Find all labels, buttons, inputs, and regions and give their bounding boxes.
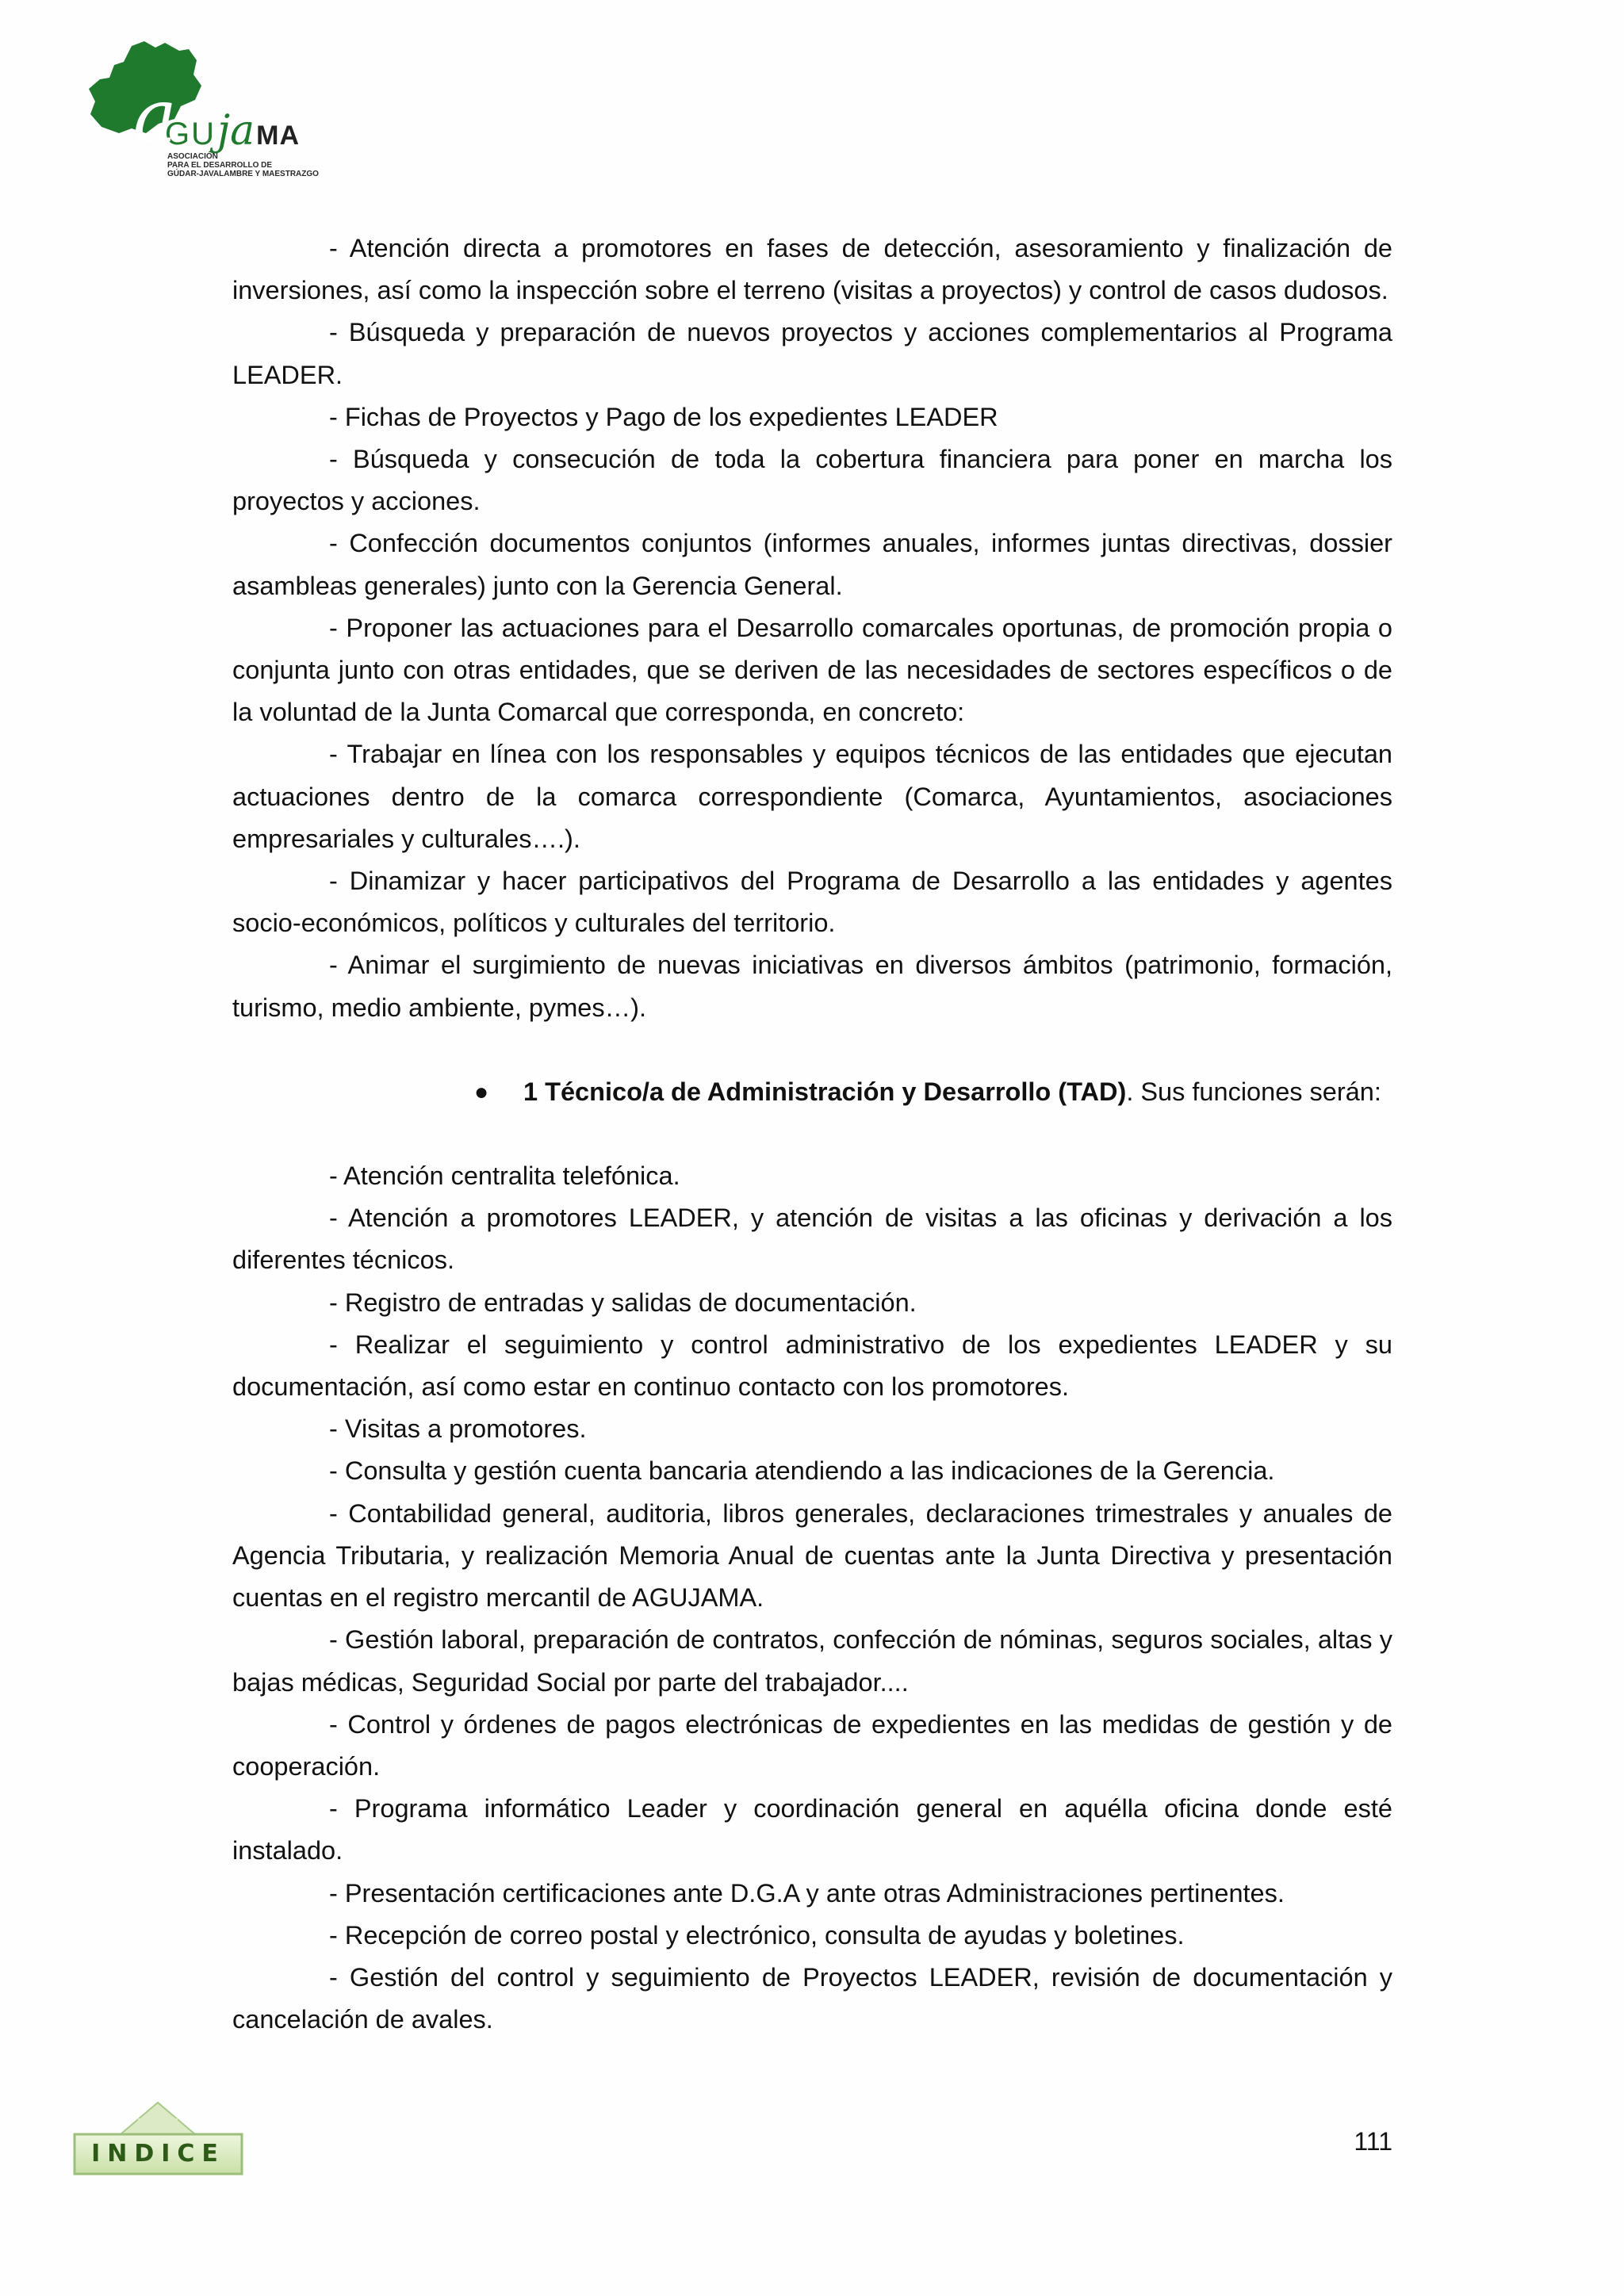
logo-letters-ma: MA: [256, 121, 301, 151]
paragraph: - Presentación certificaciones ante D.G.A y ante otras Administraciones pertinentes.: [329, 1878, 1285, 1908]
paragraph: - Búsqueda y preparación de nuevos proyectos y acciones complementarios al Programa LEADER.: [232, 318, 1392, 389]
index-button-label: INDICE: [91, 2140, 225, 2168]
logo-letter-a: a: [133, 74, 177, 159]
logo-subtitle: [167, 152, 342, 178]
paragraph: - Animar el surgimiento de nuevas iniciativas en diversos ámbitos (patrimonio, formación, turismo, medio ambiente, pymes…).: [232, 951, 1392, 1022]
spacer: [232, 1113, 1392, 1155]
paragraph: - Registro de entradas y salidas de documentación.: [329, 1288, 917, 1317]
paragraph: - Programa informático Leader y coordinación general en aquélla oficina donde esté instalado.: [232, 1794, 1392, 1866]
paragraph: - Fichas de Proyectos y Pago de los expedientes LEADER: [329, 402, 998, 431]
logo-letters-ja: ja: [217, 107, 255, 155]
paragraph: - Atención centralita telefónica.: [329, 1161, 680, 1191]
paragraph: - Realizar el seguimiento y control administrativo de los expedientes LEADER y su documentación, así como estar en continuo contacto con los promotores.: [232, 1330, 1392, 1402]
paragraph: - Atención a promotores LEADER, y atención de visitas a las oficinas y derivación a los diferentes técnicos.: [232, 1203, 1392, 1275]
bullet-rest-text: . Sus funciones serán:: [1126, 1077, 1381, 1106]
logo-subtitle-line: PARA EL DESARROLLO DE: [167, 161, 273, 170]
paragraph: - Dinamizar y hacer participativos del Programa de Desarrollo a las entidades y agentes socio-económicos, políticos y culturales del territorio.: [232, 867, 1392, 938]
page-number: 111: [1354, 2127, 1392, 2156]
paragraph: - Proponer las actuaciones para el Desarrollo comarcales oportunas, de promoción propia o conjunta junto con otras entidades, que se deriven de las necesidades de sectores específicos o de la voluntad de la Junta Comarcal que corresponda, en concreto:: [232, 613, 1392, 727]
paragraph: - Visitas a promotores.: [329, 1414, 587, 1444]
bullet-bold-text: 1 Técnico/a de Administración y Desarrollo (TAD): [523, 1077, 1127, 1106]
spacer: [232, 1029, 1392, 1071]
logo-letters-gu: GU: [165, 117, 216, 151]
agujama-logo: [86, 40, 339, 198]
paragraph: - Trabajar en línea con los responsables y equipos técnicos de las entidades que ejecutan actuaciones dentro de la comarca correspondiente (Comarca, Ayuntamientos, asociaciones empresariales y culturales….).: [232, 740, 1392, 853]
bullet-dot-icon: ●: [474, 1078, 489, 1105]
bullet-item: [232, 1071, 1392, 1113]
document-body: [232, 228, 1392, 2041]
paragraph: - Confección documentos conjuntos (informes anuales, informes juntas directivas, dossier asambleas generales) junto con la Gerencia General.: [232, 529, 1392, 600]
paragraph: - Gestión del control y seguimiento de Proyectos LEADER, revisión de documentación y cancelación de avales.: [232, 1962, 1392, 2034]
logo-subtitle-line: ASOCIACIÓN: [167, 152, 218, 161]
paragraph: - Contabilidad general, auditoria, libros generales, declaraciones trimestrales y anuales de Agencia Tributaria, y realización Memoria Anual de cuentas ante la Junta Directiva y presentación cuentas en el registro mercantil de AGUJAMA.: [232, 1498, 1392, 1613]
paragraph: - Gestión laboral, preparación de contratos, confección de nóminas, seguros sociales, altas y bajas médicas, Seguridad Social por parte del trabajador....: [232, 1625, 1392, 1697]
index-button[interactable]: [73, 2099, 243, 2175]
paragraph: - Consulta y gestión cuenta bancaria atendiendo a las indicaciones de la Gerencia.: [329, 1456, 1275, 1486]
paragraph: - Recepción de correo postal y electrónico, consulta de ayudas y boletines.: [329, 1920, 1185, 1950]
paragraph: - Búsqueda y consecución de toda la cobertura financiera para poner en marcha los proyectos y acciones.: [232, 445, 1392, 516]
logo-subtitle-line: GÚDAR-JAVALAMBRE Y MAESTRAZGO: [167, 170, 319, 178]
paragraph: - Atención directa a promotores en fases de detección, asesoramiento y finalización de inversiones, así como la inspección sobre el terreno (visitas a proyectos) y control de casos dudosos.: [232, 234, 1392, 305]
paragraph: - Control y órdenes de pagos electrónicas de expedientes en las medidas de gestión y de cooperación.: [232, 1709, 1392, 1781]
